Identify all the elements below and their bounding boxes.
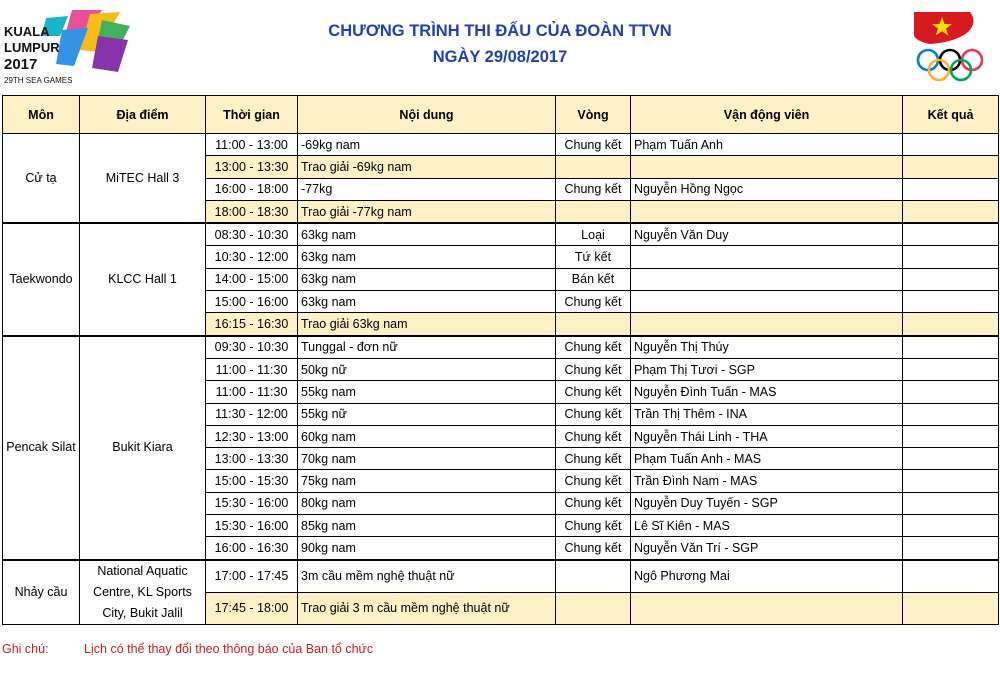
athlete-cell: Trần Đình Nam - MAS <box>631 470 903 492</box>
result-cell <box>903 178 999 200</box>
athlete-cell: Nguyễn Duy Tuyến - SGP <box>631 492 903 514</box>
result-cell <box>903 425 999 447</box>
result-cell <box>903 223 999 246</box>
footnote-label: Ghi chú: <box>2 642 49 656</box>
athlete-cell <box>631 156 903 178</box>
sport-cell: Nhảy cầu <box>3 560 80 625</box>
event-cell: 50kg nữ <box>298 358 556 380</box>
round-cell: Chung kết <box>556 492 631 514</box>
round-cell <box>556 560 631 593</box>
col-header-round: Vòng <box>556 96 631 134</box>
result-cell <box>903 470 999 492</box>
event-cell: -69kg nam <box>298 134 556 156</box>
round-cell: Tứ kết <box>556 246 631 268</box>
event-cell: -77kg <box>298 178 556 200</box>
time-cell: 15:30 - 16:00 <box>206 492 298 514</box>
time-cell: 17:00 - 17:45 <box>206 560 298 593</box>
svg-text:LUMPUR: LUMPUR <box>4 40 60 55</box>
table-header-row <box>3 96 999 134</box>
result-cell <box>903 156 999 178</box>
result-cell <box>903 537 999 560</box>
event-cell: Trao giải 63kg nam <box>298 313 556 336</box>
event-cell: 63kg nam <box>298 291 556 313</box>
event-cell: 3m cầu mềm nghệ thuật nữ <box>298 560 556 593</box>
time-cell: 11:30 - 12:00 <box>206 403 298 425</box>
result-cell <box>903 134 999 156</box>
col-header-venue: Địa điểm <box>80 96 206 134</box>
event-cell: Trao giải -77kg nam <box>298 200 556 223</box>
result-cell <box>903 381 999 403</box>
round-cell: Chung kết <box>556 381 631 403</box>
time-cell: 08:30 - 10:30 <box>206 223 298 246</box>
round-cell: Chung kết <box>556 537 631 560</box>
result-cell <box>903 291 999 313</box>
event-cell: Trao giải 3 m cầu mềm nghệ thuật nữ <box>298 592 556 624</box>
svg-text:KUALA: KUALA <box>4 24 50 39</box>
round-cell <box>556 156 631 178</box>
round-cell: Loại <box>556 223 631 246</box>
athlete-cell: Phạm Tuấn Anh - MAS <box>631 448 903 470</box>
time-cell: 11:00 - 13:00 <box>206 134 298 156</box>
event-cell: Tunggal - đơn nữ <box>298 336 556 359</box>
time-cell: 15:00 - 16:00 <box>206 291 298 313</box>
round-cell <box>556 313 631 336</box>
athlete-cell <box>631 268 903 290</box>
page-title <box>0 18 1000 70</box>
table-row <box>3 560 999 593</box>
athlete-cell: Trần Thị Thêm - INA <box>631 403 903 425</box>
time-cell: 09:30 - 10:30 <box>206 336 298 359</box>
venue-cell: KLCC Hall 1 <box>80 223 206 335</box>
venue-cell: Bukit Kiara <box>80 336 206 560</box>
result-cell <box>903 592 999 624</box>
athlete-cell <box>631 592 903 624</box>
event-cell: 63kg nam <box>298 246 556 268</box>
time-cell: 13:00 - 13:30 <box>206 448 298 470</box>
time-cell: 13:00 - 13:30 <box>206 156 298 178</box>
venue-cell: MiTEC Hall 3 <box>80 134 206 224</box>
time-cell: 10:30 - 12:00 <box>206 246 298 268</box>
time-cell: 11:00 - 11:30 <box>206 381 298 403</box>
round-cell: Chung kết <box>556 358 631 380</box>
event-cell: 55kg nữ <box>298 403 556 425</box>
result-cell <box>903 403 999 425</box>
round-cell <box>556 200 631 223</box>
athlete-cell <box>631 200 903 223</box>
time-cell: 17:45 - 18:00 <box>206 592 298 624</box>
time-cell: 18:00 - 18:30 <box>206 200 298 223</box>
result-cell <box>903 492 999 514</box>
event-cell: 63kg nam <box>298 223 556 246</box>
result-cell <box>903 313 999 336</box>
athlete-cell: Nguyễn Văn Duy <box>631 223 903 246</box>
event-cell: 85kg nam <box>298 515 556 537</box>
svg-text:2017: 2017 <box>4 56 38 73</box>
athlete-cell: Nguyễn Thị Thúy <box>631 336 903 359</box>
time-cell: 12:30 - 13:00 <box>206 425 298 447</box>
round-cell: Chung kết <box>556 291 631 313</box>
col-header-sport: Môn <box>3 96 80 134</box>
sport-cell: Cử tạ <box>3 134 80 224</box>
athlete-cell: Lê Sĩ Kiên - MAS <box>631 515 903 537</box>
athlete-cell: Phạm Tuấn Anh <box>631 134 903 156</box>
athlete-cell <box>631 291 903 313</box>
table-row <box>3 223 999 246</box>
col-header-event: Nội dung <box>298 96 556 134</box>
round-cell: Chung kết <box>556 178 631 200</box>
time-cell: 14:00 - 15:00 <box>206 268 298 290</box>
footnote-text: Lịch có thể thay đổi theo thông báo của Ban tổ chức <box>84 642 374 656</box>
svg-text:29TH SEA GAMES: 29TH SEA GAMES <box>4 76 73 85</box>
result-cell <box>903 246 999 268</box>
time-cell: 15:30 - 16:00 <box>206 515 298 537</box>
event-cell: 60kg nam <box>298 425 556 447</box>
time-cell: 16:00 - 18:00 <box>206 178 298 200</box>
round-cell: Chung kết <box>556 403 631 425</box>
event-cell: 75kg nam <box>298 470 556 492</box>
table-row <box>3 336 999 359</box>
event-cell: 70kg nam <box>298 448 556 470</box>
round-cell: Chung kết <box>556 448 631 470</box>
sport-cell: Taekwondo <box>3 223 80 335</box>
athlete-cell: Ngô Phương Mai <box>631 560 903 593</box>
time-cell: 11:00 - 11:30 <box>206 358 298 380</box>
round-cell: Chung kết <box>556 134 631 156</box>
athlete-cell: Phạm Thị Tươi - SGP <box>631 358 903 380</box>
athlete-cell <box>631 246 903 268</box>
round-cell: Chung kết <box>556 515 631 537</box>
time-cell: 16:15 - 16:30 <box>206 313 298 336</box>
athlete-cell: Nguyễn Đình Tuấn - MAS <box>631 381 903 403</box>
time-cell: 15:00 - 15:30 <box>206 470 298 492</box>
time-cell: 16:00 - 16:30 <box>206 537 298 560</box>
table-row <box>3 134 999 156</box>
athlete-cell: Nguyễn Thái Linh - THA <box>631 425 903 447</box>
result-cell <box>903 358 999 380</box>
result-cell <box>903 515 999 537</box>
col-header-result: Kết quả <box>903 96 999 134</box>
event-cell: Trao giải -69kg nam <box>298 156 556 178</box>
result-cell <box>903 448 999 470</box>
result-cell <box>903 268 999 290</box>
round-cell: Chung kết <box>556 470 631 492</box>
athlete-cell: Nguyễn Hồng Ngọc <box>631 178 903 200</box>
sport-cell: Pencak Silat <box>3 336 80 560</box>
title-line-2: NGÀY 29/08/2017 <box>432 48 568 66</box>
title-line-1: CHƯƠNG TRÌNH THI ĐẤU CỦA ĐOÀN TTVN <box>328 22 672 40</box>
round-cell: Chung kết <box>556 336 631 359</box>
result-cell <box>903 200 999 223</box>
event-cell: 55kg nam <box>298 381 556 403</box>
schedule-table <box>2 95 999 625</box>
result-cell <box>903 560 999 593</box>
athlete-cell <box>631 313 903 336</box>
round-cell: Bán kết <box>556 268 631 290</box>
footnote <box>2 642 373 656</box>
col-header-time: Thời gian <box>206 96 298 134</box>
athlete-cell: Nguyễn Văn Trí - SGP <box>631 537 903 560</box>
event-cell: 63kg nam <box>298 268 556 290</box>
round-cell: Chung kết <box>556 425 631 447</box>
venue-cell: National Aquatic Centre, KL Sports City, Bukit Jalil <box>80 560 206 625</box>
col-header-athlete: Vận động viên <box>631 96 903 134</box>
event-cell: 80kg nam <box>298 492 556 514</box>
result-cell <box>903 336 999 359</box>
round-cell <box>556 592 631 624</box>
event-cell: 90kg nam <box>298 537 556 560</box>
